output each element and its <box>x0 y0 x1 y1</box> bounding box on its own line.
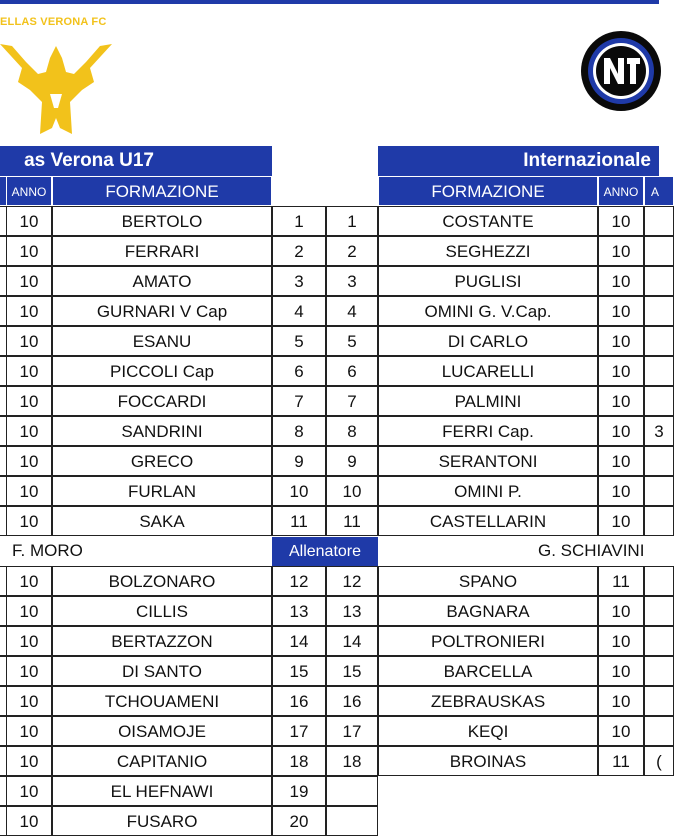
away-empty-number <box>326 776 378 806</box>
home-player-number: 6 <box>272 356 326 386</box>
away-player-number: 13 <box>326 596 378 626</box>
away-player-number: 11 <box>326 506 378 536</box>
away-player-extra <box>644 386 674 416</box>
away-player-number: 18 <box>326 746 378 776</box>
home-coach: F. MORO <box>12 541 83 560</box>
away-player-extra <box>644 596 674 626</box>
home-player-anno: 10 <box>6 686 52 716</box>
home-player-anno: 10 <box>6 596 52 626</box>
home-player-number: 19 <box>272 776 326 806</box>
home-player-anno: 10 <box>6 746 52 776</box>
home-player-anno: 10 <box>6 626 52 656</box>
away-player-extra <box>644 206 674 236</box>
home-player-name: FERRARI <box>52 236 272 266</box>
home-player-name: BERTAZZON <box>52 626 272 656</box>
away-player-extra <box>644 656 674 686</box>
away-player-name: SERANTONI <box>378 446 598 476</box>
home-team-header <box>0 146 272 176</box>
home-player-anno: 10 <box>6 266 52 296</box>
away-player-number: 9 <box>326 446 378 476</box>
home-player-number: 20 <box>272 806 326 836</box>
away-player-number: 2 <box>326 236 378 266</box>
away-player-anno: 10 <box>598 476 644 506</box>
home-player-number: 9 <box>272 446 326 476</box>
away-player-number: 7 <box>326 386 378 416</box>
away-player-name: LUCARELLI <box>378 356 598 386</box>
away-player-anno: 10 <box>598 356 644 386</box>
away-player-extra <box>644 566 674 596</box>
away-player-extra <box>644 326 674 356</box>
home-player-number: 1 <box>272 206 326 236</box>
home-player-number: 17 <box>272 716 326 746</box>
home-player-anno: 10 <box>6 476 52 506</box>
home-player-number: 3 <box>272 266 326 296</box>
home-player-name: CAPITANIO <box>52 746 272 776</box>
home-player-name: FOCCARDI <box>52 386 272 416</box>
away-player-name: CASTELLARIN <box>378 506 598 536</box>
away-player-number: 5 <box>326 326 378 356</box>
home-player-anno: 10 <box>6 236 52 266</box>
home-player-anno: 10 <box>6 716 52 746</box>
away-player-name: BAGNARA <box>378 596 598 626</box>
verona-club-name: ELLAS VERONA FC <box>0 16 107 28</box>
away-empty-number <box>326 806 378 836</box>
away-player-anno: 10 <box>598 326 644 356</box>
away-player-name: OMINI G. V.Cap. <box>378 296 598 326</box>
away-player-number: 6 <box>326 356 378 386</box>
away-player-anno: 11 <box>598 566 644 596</box>
home-player-number: 10 <box>272 476 326 506</box>
away-player-name: PALMINI <box>378 386 598 416</box>
away-coach: G. SCHIAVINI <box>538 541 645 560</box>
allenatore-label: Allenatore <box>272 537 378 566</box>
away-player-anno: 10 <box>598 446 644 476</box>
home-player-name: GRECO <box>52 446 272 476</box>
home-player-anno: 10 <box>6 206 52 236</box>
away-team-name: Internazionale <box>523 150 651 171</box>
home-player-anno: 10 <box>6 416 52 446</box>
home-player-anno: 10 <box>6 566 52 596</box>
top-accent-bar <box>0 0 659 4</box>
away-player-extra <box>644 356 674 386</box>
home-player-name: EL HEFNAWI <box>52 776 272 806</box>
home-player-anno: 10 <box>6 446 52 476</box>
away-player-anno: 10 <box>598 596 644 626</box>
home-player-anno: 10 <box>6 506 52 536</box>
home-player-name: BOLZONARO <box>52 566 272 596</box>
away-player-number: 3 <box>326 266 378 296</box>
home-player-name: SANDRINI <box>52 416 272 446</box>
away-player-anno: 10 <box>598 236 644 266</box>
away-formazione-header: FORMAZIONE <box>378 176 598 206</box>
away-player-anno: 10 <box>598 686 644 716</box>
home-player-number: 7 <box>272 386 326 416</box>
home-player-number: 5 <box>272 326 326 356</box>
home-player-number: 15 <box>272 656 326 686</box>
away-player-anno: 10 <box>598 416 644 446</box>
away-player-number: 12 <box>326 566 378 596</box>
home-player-anno: 10 <box>6 656 52 686</box>
home-player-number: 4 <box>272 296 326 326</box>
away-player-extra: ( <box>644 746 674 776</box>
home-player-name: DI SANTO <box>52 656 272 686</box>
home-player-anno: 10 <box>6 356 52 386</box>
away-player-extra <box>644 236 674 266</box>
away-player-extra <box>644 296 674 326</box>
away-player-anno: 10 <box>598 206 644 236</box>
away-player-name: BROINAS <box>378 746 598 776</box>
away-player-number: 14 <box>326 626 378 656</box>
away-player-number: 8 <box>326 416 378 446</box>
home-player-number: 14 <box>272 626 326 656</box>
away-player-anno: 10 <box>598 716 644 746</box>
away-player-number: 1 <box>326 206 378 236</box>
away-player-anno: 10 <box>598 506 644 536</box>
away-player-number: 16 <box>326 686 378 716</box>
home-player-number: 16 <box>272 686 326 716</box>
home-player-number: 18 <box>272 746 326 776</box>
home-team-name: as Verona U17 <box>24 150 154 171</box>
home-player-number: 8 <box>272 416 326 446</box>
away-player-name: OMINI P. <box>378 476 598 506</box>
away-player-name: POLTRONIERI <box>378 626 598 656</box>
away-player-number: 15 <box>326 656 378 686</box>
away-player-name: ZEBRAUSKAS <box>378 686 598 716</box>
away-player-extra <box>644 506 674 536</box>
home-player-number: 11 <box>272 506 326 536</box>
away-player-anno: 10 <box>598 626 644 656</box>
home-player-number: 13 <box>272 596 326 626</box>
away-player-anno: 10 <box>598 386 644 416</box>
away-player-extra <box>644 446 674 476</box>
away-player-extra <box>644 266 674 296</box>
away-player-number: 17 <box>326 716 378 746</box>
away-player-name: KEQI <box>378 716 598 746</box>
away-player-name: SEGHEZZI <box>378 236 598 266</box>
away-player-extra <box>644 686 674 716</box>
home-player-anno: 10 <box>6 296 52 326</box>
away-player-extra: 3 <box>644 416 674 446</box>
home-player-name: OISAMOJE <box>52 716 272 746</box>
away-player-name: SPANO <box>378 566 598 596</box>
home-player-number: 12 <box>272 566 326 596</box>
home-anno-header: ANNO <box>6 176 52 206</box>
home-player-name: CILLIS <box>52 596 272 626</box>
away-player-extra <box>644 626 674 656</box>
away-player-name: FERRI Cap. <box>378 416 598 446</box>
home-player-anno: 10 <box>6 776 52 806</box>
home-player-anno: 10 <box>6 806 52 836</box>
home-player-name: FURLAN <box>52 476 272 506</box>
home-player-name: GURNARI V Cap <box>52 296 272 326</box>
away-player-anno: 10 <box>598 656 644 686</box>
home-player-anno: 10 <box>6 386 52 416</box>
home-player-name: SAKA <box>52 506 272 536</box>
home-player-name: ESANU <box>52 326 272 356</box>
away-player-extra <box>644 716 674 746</box>
home-player-anno: 10 <box>6 326 52 356</box>
verona-logo-icon <box>0 38 112 134</box>
home-player-name: FUSARO <box>52 806 272 836</box>
home-player-name: PICCOLI Cap <box>52 356 272 386</box>
away-player-number: 4 <box>326 296 378 326</box>
away-player-number: 10 <box>326 476 378 506</box>
away-player-name: BARCELLA <box>378 656 598 686</box>
away-player-anno: 10 <box>598 296 644 326</box>
home-formazione-header: FORMAZIONE <box>52 176 272 206</box>
away-team-header <box>378 146 659 176</box>
away-player-anno: 11 <box>598 746 644 776</box>
away-player-name: PUGLISI <box>378 266 598 296</box>
home-player-name: TCHOUAMENI <box>52 686 272 716</box>
away-player-anno: 10 <box>598 266 644 296</box>
away-anno-header: ANNO <box>598 176 644 206</box>
away-player-extra <box>644 476 674 506</box>
home-player-name: AMATO <box>52 266 272 296</box>
away-player-name: COSTANTE <box>378 206 598 236</box>
home-player-number: 2 <box>272 236 326 266</box>
away-player-name: DI CARLO <box>378 326 598 356</box>
home-player-name: BERTOLO <box>52 206 272 236</box>
away-extra-header: A <box>644 176 674 206</box>
inter-logo-icon <box>580 30 662 112</box>
